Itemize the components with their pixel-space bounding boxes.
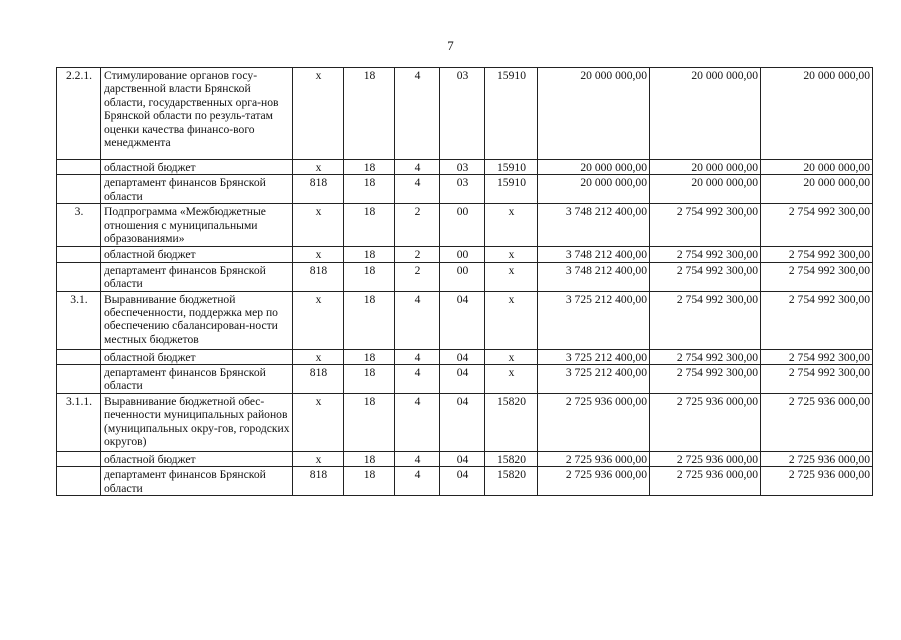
code-event: 00	[440, 262, 485, 291]
code-event: 04	[440, 349, 485, 364]
row-number: 3.	[57, 204, 101, 247]
amount-year-1: 3 725 212 400,00	[538, 349, 650, 364]
row-name: областной бюджет	[101, 452, 293, 467]
row-name: областной бюджет	[101, 349, 293, 364]
code-subprogram: 2	[395, 204, 440, 247]
code-program: 18	[344, 68, 395, 160]
code-program: 18	[344, 247, 395, 262]
row-number	[57, 262, 101, 291]
table-row	[57, 160, 873, 175]
amount-year-2: 2 754 992 300,00	[650, 204, 761, 247]
amount-year-1: 3 725 212 400,00	[538, 365, 650, 394]
row-name: Подпрограмма «Межбюджетные отношения с муниципальными образованиями»	[101, 204, 293, 247]
row-number: 2.2.1.	[57, 68, 101, 160]
table-row	[57, 204, 873, 247]
row-name: областной бюджет	[101, 160, 293, 175]
code-event: 03	[440, 175, 485, 204]
code-event: 04	[440, 291, 485, 349]
code-grbs: х	[293, 160, 344, 175]
code-grbs: х	[293, 204, 344, 247]
amount-year-2: 20 000 000,00	[650, 68, 761, 160]
code-event: 04	[440, 467, 485, 496]
amount-year-3: 20 000 000,00	[761, 175, 873, 204]
row-name: департамент финансов Брянской области	[101, 262, 293, 291]
code-subprogram: 2	[395, 247, 440, 262]
amount-year-2: 2 754 992 300,00	[650, 247, 761, 262]
row-name: Выравнивание бюджетной обес-печенности муниципальных районов (муниципальных окру-гов, городских округов)	[101, 394, 293, 452]
code-direction: 15910	[485, 175, 538, 204]
code-direction: 15820	[485, 394, 538, 452]
table-row	[57, 365, 873, 394]
code-event: 00	[440, 247, 485, 262]
table-row	[57, 68, 873, 160]
code-direction: х	[485, 247, 538, 262]
code-grbs: х	[293, 349, 344, 364]
code-direction: х	[485, 204, 538, 247]
row-name: департамент финансов Брянской области	[101, 467, 293, 496]
row-number	[57, 365, 101, 394]
code-program: 18	[344, 204, 395, 247]
row-number	[57, 349, 101, 364]
amount-year-3: 2 725 936 000,00	[761, 394, 873, 452]
row-number	[57, 247, 101, 262]
code-direction: х	[485, 291, 538, 349]
row-number	[57, 467, 101, 496]
row-number	[57, 452, 101, 467]
code-grbs: 818	[293, 262, 344, 291]
code-direction: 15820	[485, 467, 538, 496]
code-grbs: х	[293, 452, 344, 467]
row-number: 3.1.1.	[57, 394, 101, 452]
code-event: 03	[440, 160, 485, 175]
code-subprogram: 4	[395, 291, 440, 349]
row-number	[57, 175, 101, 204]
page-number: 7	[447, 38, 454, 53]
code-grbs: 818	[293, 365, 344, 394]
code-subprogram: 4	[395, 160, 440, 175]
amount-year-3: 2 725 936 000,00	[761, 467, 873, 496]
amount-year-2: 20 000 000,00	[650, 175, 761, 204]
code-direction: х	[485, 349, 538, 364]
code-program: 18	[344, 262, 395, 291]
code-grbs: х	[293, 291, 344, 349]
amount-year-3: 20 000 000,00	[761, 68, 873, 160]
amount-year-2: 2 725 936 000,00	[650, 394, 761, 452]
amount-year-2: 20 000 000,00	[650, 160, 761, 175]
row-number: 3.1.	[57, 291, 101, 349]
row-number	[57, 160, 101, 175]
table-body	[57, 68, 873, 496]
table-row	[57, 175, 873, 204]
row-name: областной бюджет	[101, 247, 293, 262]
amount-year-3: 2 754 992 300,00	[761, 291, 873, 349]
amount-year-1: 2 725 936 000,00	[538, 394, 650, 452]
code-subprogram: 4	[395, 175, 440, 204]
code-subprogram: 4	[395, 68, 440, 160]
table-row	[57, 349, 873, 364]
amount-year-1: 20 000 000,00	[538, 68, 650, 160]
amount-year-2: 2 754 992 300,00	[650, 349, 761, 364]
code-subprogram: 4	[395, 452, 440, 467]
amount-year-3: 2 725 936 000,00	[761, 452, 873, 467]
amount-year-1: 20 000 000,00	[538, 160, 650, 175]
code-direction: х	[485, 365, 538, 394]
row-name: Выравнивание бюджетной обеспеченности, поддержка мер по обеспечению сбалансирован-ности местных бюджетов	[101, 291, 293, 349]
code-event: 04	[440, 452, 485, 467]
code-grbs: х	[293, 247, 344, 262]
amount-year-2: 2 725 936 000,00	[650, 467, 761, 496]
code-direction: 15910	[485, 68, 538, 160]
amount-year-2: 2 754 992 300,00	[650, 262, 761, 291]
amount-year-2: 2 754 992 300,00	[650, 365, 761, 394]
amount-year-1: 3 725 212 400,00	[538, 291, 650, 349]
table-row	[57, 467, 873, 496]
code-grbs: х	[293, 394, 344, 452]
amount-year-1: 3 748 212 400,00	[538, 247, 650, 262]
amount-year-3: 2 754 992 300,00	[761, 349, 873, 364]
code-direction: 15910	[485, 160, 538, 175]
code-event: 04	[440, 394, 485, 452]
code-program: 18	[344, 365, 395, 394]
table-row	[57, 291, 873, 349]
amount-year-3: 20 000 000,00	[761, 160, 873, 175]
table-row	[57, 452, 873, 467]
row-name: департамент финансов Брянской области	[101, 365, 293, 394]
amount-year-2: 2 725 936 000,00	[650, 452, 761, 467]
code-direction: 15820	[485, 452, 538, 467]
code-event: 00	[440, 204, 485, 247]
amount-year-1: 20 000 000,00	[538, 175, 650, 204]
amount-year-3: 2 754 992 300,00	[761, 365, 873, 394]
code-subprogram: 2	[395, 262, 440, 291]
code-subprogram: 4	[395, 467, 440, 496]
code-program: 18	[344, 349, 395, 364]
amount-year-1: 2 725 936 000,00	[538, 467, 650, 496]
code-program: 18	[344, 467, 395, 496]
amount-year-1: 3 748 212 400,00	[538, 204, 650, 247]
row-name: Стимулирование органов госу-дарственной власти Брянской области, государственных орга-нов Брянской области по резуль-татам оценки качества финансо-вого менеджмента	[101, 68, 293, 160]
code-grbs: х	[293, 68, 344, 160]
code-subprogram: 4	[395, 394, 440, 452]
code-program: 18	[344, 160, 395, 175]
amount-year-3: 2 754 992 300,00	[761, 204, 873, 247]
code-event: 03	[440, 68, 485, 160]
budget-table	[56, 67, 873, 496]
code-grbs: 818	[293, 175, 344, 204]
table-row	[57, 394, 873, 452]
code-direction: х	[485, 262, 538, 291]
table-row	[57, 262, 873, 291]
code-program: 18	[344, 291, 395, 349]
code-program: 18	[344, 452, 395, 467]
amount-year-3: 2 754 992 300,00	[761, 262, 873, 291]
code-subprogram: 4	[395, 365, 440, 394]
row-name: департамент финансов Брянской области	[101, 175, 293, 204]
code-subprogram: 4	[395, 349, 440, 364]
code-program: 18	[344, 394, 395, 452]
code-event: 04	[440, 365, 485, 394]
table-row	[57, 247, 873, 262]
amount-year-2: 2 754 992 300,00	[650, 291, 761, 349]
amount-year-1: 2 725 936 000,00	[538, 452, 650, 467]
amount-year-3: 2 754 992 300,00	[761, 247, 873, 262]
code-grbs: 818	[293, 467, 344, 496]
code-program: 18	[344, 175, 395, 204]
amount-year-1: 3 748 212 400,00	[538, 262, 650, 291]
